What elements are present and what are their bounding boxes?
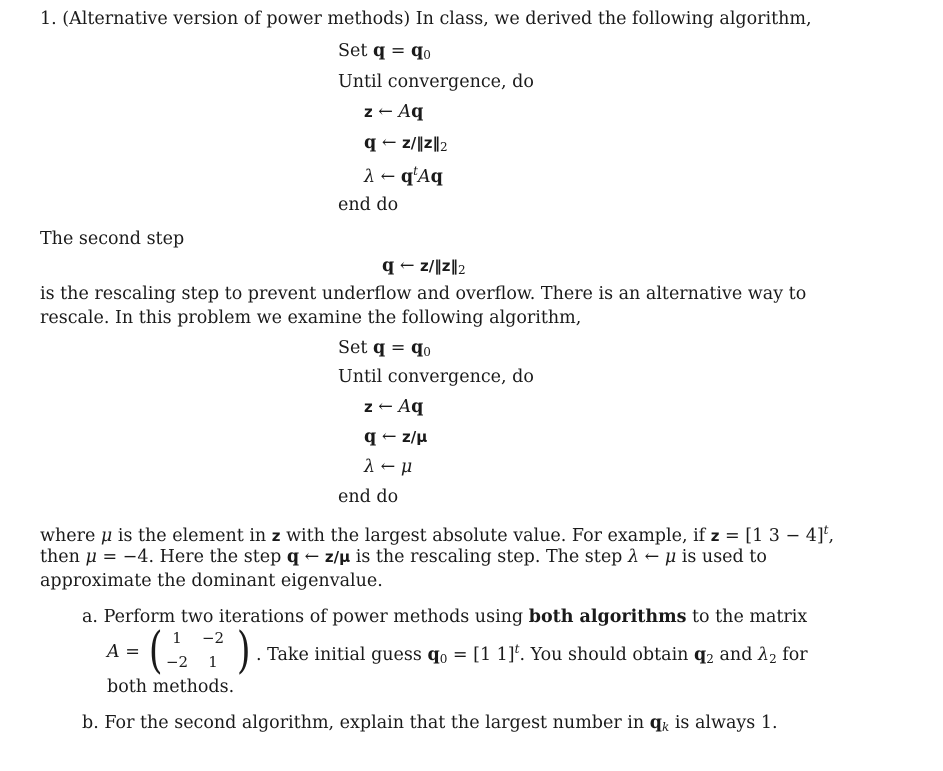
part-a-A-eq: A = [107, 642, 140, 662]
algo2-end: end do [338, 487, 399, 507]
rescale-text-1: is the rescaling step to prevent underflow and overflow. There is an alternative way to [40, 284, 807, 304]
display-rescale-step: q ← $z/‖z‖_2$ [382, 256, 466, 277]
algo1-step1: z ← Aq [364, 102, 424, 122]
part-a-label: a. [82, 607, 98, 627]
part-a-line-1: a. Perform two iterations of power methods using both algorithms to the matrix [82, 607, 808, 627]
para-line-2: then μ = −4. Here the step q ← z/μ is the rescaling step. The step λ ← μ is used to [40, 547, 767, 567]
matrix-cell-11: 1 [172, 629, 182, 647]
para-line-1: where μ is the element in z with the largest absolute value. For example, if z = [1 3 − 4]$^t$, [40, 523, 835, 546]
left-paren: ( [148, 621, 163, 679]
matrix-cell-22: 1 [208, 653, 218, 671]
part-b-label: b. [82, 713, 99, 733]
algo2-step1: z ← Aq [364, 397, 424, 417]
problem-number: 1. [40, 9, 57, 29]
problem-intro-text: (Alternative version of power methods) In class, we derived the following algorithm, [62, 9, 812, 29]
algo1-step3: λ ← $q^tAq$ [364, 164, 443, 187]
right-paren: ) [236, 621, 251, 679]
algo1-end: end do [338, 195, 399, 215]
part-a-line-2: . Take initial guess $q_0 = [1$ 1]$^t$. You should obtain $q_2$ and $\lambda_2$ for [256, 642, 808, 666]
part-b-line: b. For the second algorithm, explain that the largest number in $q_k$ is always 1. [82, 713, 778, 734]
para-line-3: approximate the dominant eigenvalue. [40, 571, 383, 591]
matrix-cell-12: −2 [201, 629, 225, 647]
second-step-text: The second step [40, 229, 185, 249]
matrix-cell-21: −2 [165, 653, 189, 671]
algo1-set: Set $q = q_0$ [338, 41, 431, 62]
part-a-line-3: both methods. [107, 677, 235, 697]
algo1-until: Until convergence, do [338, 72, 534, 92]
rescale-text-2: rescale. In this problem we examine the following algorithm, [40, 308, 582, 328]
algo1-step2: q ← $z/‖z‖_2$ [364, 133, 448, 154]
matrix-A [148, 621, 270, 682]
algo2-step3: λ ← μ [364, 457, 413, 477]
algo2-until: Until convergence, do [338, 367, 534, 387]
problem-intro [40, 8, 812, 32]
algo2-step2: q ← z/μ [364, 427, 428, 447]
algo2-set: Set $q = q_0$ [338, 338, 431, 359]
